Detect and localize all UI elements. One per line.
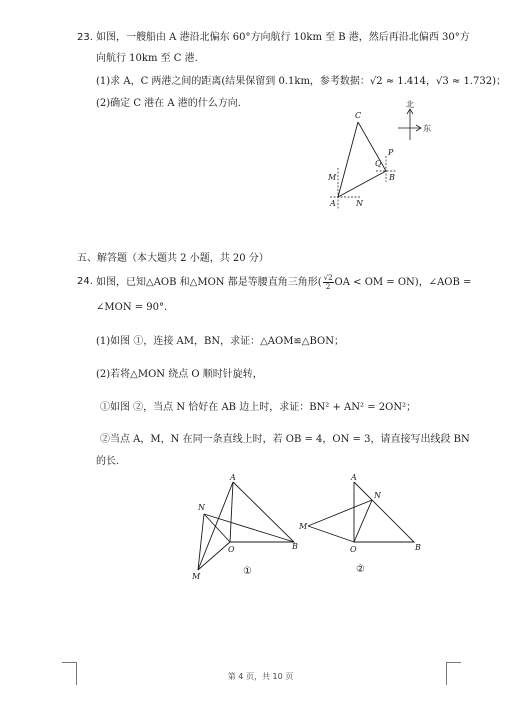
point-p-label: P <box>388 148 394 157</box>
fig2-label-b: B <box>415 543 421 552</box>
fig1-label-b: B <box>292 542 298 551</box>
north-label: 北 <box>406 100 414 109</box>
segment-om <box>198 542 230 570</box>
fig2-label-o: O <box>350 545 357 554</box>
segment-ca <box>338 122 358 197</box>
fig2-caption: ② <box>356 564 365 575</box>
fig1-caption: ① <box>243 566 252 577</box>
point-q-label: Q <box>375 159 382 168</box>
q24-figure-1 <box>186 470 306 582</box>
q24-number: 24. <box>77 276 93 287</box>
q23-line1: 如图，一艘船由 A 港沿北偏东 60°方向航行 10km 至 B 港，然后再沿北偏西 30°方 <box>96 32 470 43</box>
q24-sub2-a: ②当点 A，M，N 在同一条直线上时，若 OB = 4，ON = 3，请直接写出线段 BN <box>100 434 470 445</box>
east-label: 东 <box>423 124 431 133</box>
segment-mo <box>308 526 354 542</box>
fig2-label-n: N <box>374 491 381 500</box>
point-a-label: A <box>330 199 336 208</box>
fraction-numerator: √2 <box>323 274 333 282</box>
fraction-denominator: 2 <box>325 283 331 291</box>
segment-ab <box>338 171 386 197</box>
q24-sub2-b: 的长. <box>96 456 120 467</box>
point-m-label: M <box>328 173 337 182</box>
triangle-aob <box>354 482 414 542</box>
q24-line1-a: 如图，已知△AOB 和△MON 都是等腰直角三角形( <box>96 277 322 288</box>
q23-part2: (2)确定 C 港在 A 港的什么方向. <box>96 98 241 109</box>
q23-number: 23. <box>77 32 93 43</box>
point-c-label: C <box>355 111 362 120</box>
point-n-label: N <box>356 199 363 208</box>
triangle-aob <box>230 482 294 542</box>
section-5-heading: 五、解答题（本大题共 2 小题，共 20 分） <box>77 253 269 264</box>
fig2-label-m: M <box>299 522 308 531</box>
q23-figure <box>320 98 440 210</box>
fig1-label-o: O <box>228 545 235 554</box>
fig1-label-n: N <box>198 503 205 512</box>
q24-line1 <box>96 274 471 291</box>
page-footer: 第 4 页，共 10 页 <box>227 672 294 681</box>
segment-am <box>198 482 233 570</box>
fig1-label-m: M <box>192 572 201 581</box>
q24-part1: (1)如图 ①，连接 AM，BN，求证：△AOM≌△BON； <box>96 336 344 347</box>
q23-part1: (1)求 A，C 两港之间的距离(结果保留到 0.1km，参考数据：√2 ≈ 1.414，√3 ≈ 1.732)； <box>96 76 507 87</box>
fraction-root2-over-2 <box>323 274 334 291</box>
q24-sub1: ①如图 ②，当点 N 恰好在 AB 边上时，求证：BN² + AN² = 2ON²； <box>100 402 417 413</box>
q23-line2: 向航行 10km 至 C 港. <box>96 53 198 64</box>
fig1-label-a: A <box>230 473 236 482</box>
fig2-label-a: A <box>351 473 357 482</box>
q24-figure-2 <box>296 470 426 582</box>
point-b-label: B <box>389 173 395 182</box>
q24-line2: ∠MON = 90°. <box>96 302 168 313</box>
q24-part2: (2)若将△MON 绕点 O 顺时针旋转， <box>96 369 263 380</box>
segment-cb <box>358 122 386 171</box>
q24-line1-b: OA < OM = ON)，∠AOB = <box>334 277 472 288</box>
